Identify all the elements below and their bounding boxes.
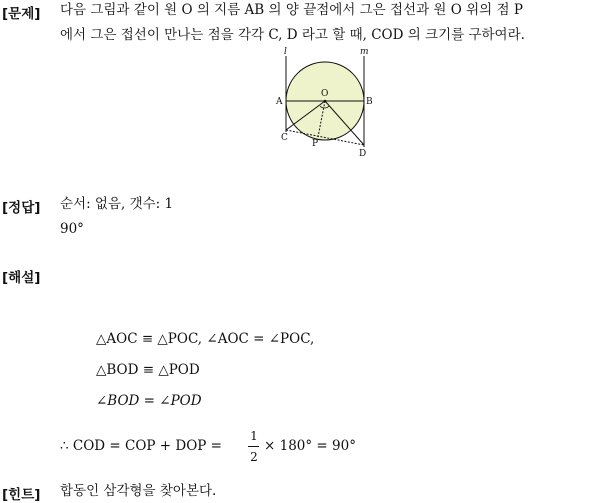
label-l: l xyxy=(284,47,287,57)
label-c: C xyxy=(281,133,288,143)
problem-text-line1: 다음 그림과 같이 원 O 의 지름 AB 의 양 끝점에서 그은 접선과 원 O 위의 점 P xyxy=(60,2,523,18)
center-point-o xyxy=(324,100,327,103)
explanation-line4-right: × 180° = 90° xyxy=(264,438,356,454)
explanation-line1: △AOC ≡ △POC, ∠AOC = ∠POC, xyxy=(96,331,315,347)
label-d: D xyxy=(359,149,367,159)
fraction-denominator: 2 xyxy=(250,450,258,464)
fraction-bar xyxy=(248,446,259,447)
hint-label: [힌트] xyxy=(2,487,41,503)
explanation-line2: △BOD ≡ △POD xyxy=(96,362,200,378)
label-m: m xyxy=(360,47,369,57)
label-p: P xyxy=(312,139,319,149)
geometry-figure xyxy=(270,44,380,160)
answer-value: 90° xyxy=(60,221,84,237)
label-b: B xyxy=(366,97,373,107)
label-a: A xyxy=(276,97,283,107)
answer-label: [정답] xyxy=(2,200,41,216)
explanation-line4-left: ∴ COD = COP + DOP = xyxy=(60,438,222,454)
problem-text-line2: 에서 그은 접선이 만나는 점을 각각 C, D 라고 할 때, COD 의 크기를 구하여라. xyxy=(60,27,525,43)
explanation-label: [해설] xyxy=(2,270,41,286)
explanation-line3: ∠BOD = ∠POD xyxy=(96,393,202,409)
hint-text: 합동인 삼각형을 찾아본다. xyxy=(60,483,217,499)
answer-meta: 순서: 없음, 갯수: 1 xyxy=(60,196,174,212)
problem-label: [문제] xyxy=(2,6,41,22)
label-o: O xyxy=(321,89,329,99)
fraction-numerator: 1 xyxy=(250,429,258,443)
